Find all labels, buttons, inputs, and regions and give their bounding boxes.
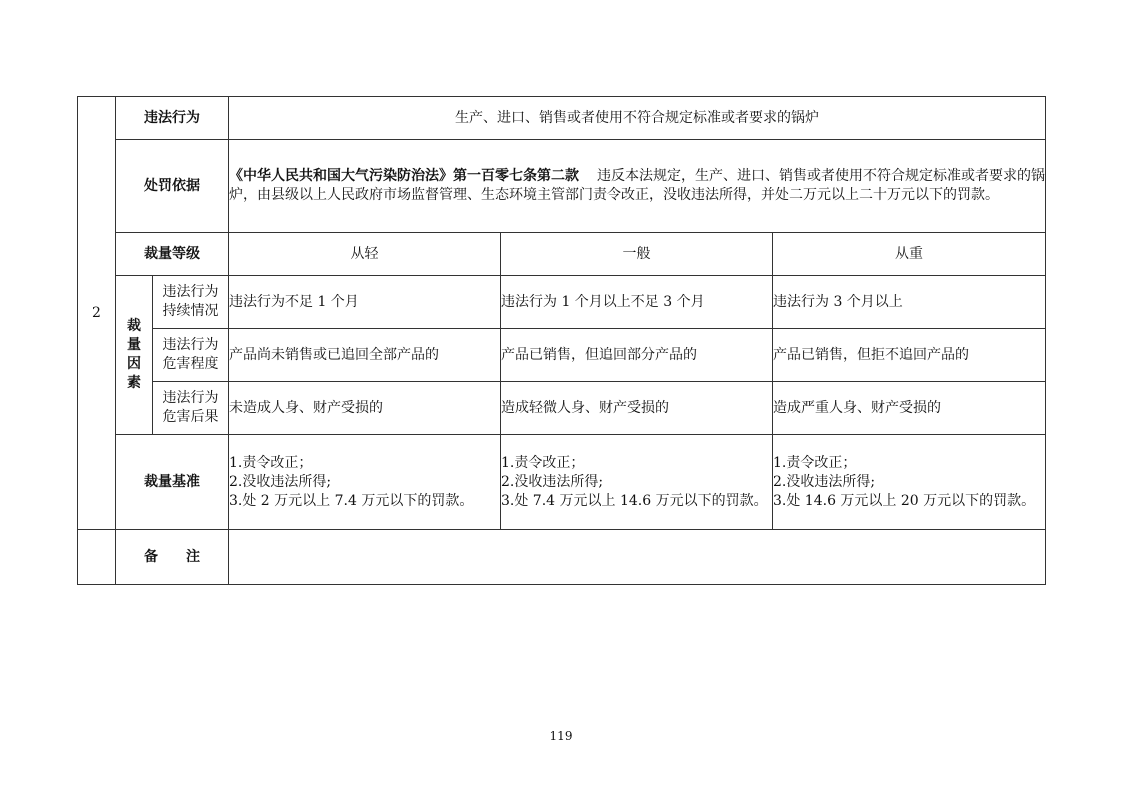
factor-duration-heavy: 违法行为 3 个月以上: [773, 276, 1046, 329]
standard-heavy: 1.责令改正； 2.没收违法所得; 3.处 14.6 万元以上 20 万元以下的罚款。: [773, 435, 1046, 530]
factor-name-consequence: 违法行为 危害后果: [153, 382, 229, 435]
violation-label: 违法行为: [116, 97, 229, 140]
basis-label: 处罚依据: [116, 140, 229, 233]
factor-consequence-heavy: 造成严重人身、财产受损的: [773, 382, 1046, 435]
standard-normal: 1.责令改正； 2.没收违法所得; 3.处 7.4 万元以上 14.6 万元以下的罚款。: [501, 435, 773, 530]
level-label: 裁量等级: [116, 233, 229, 276]
basis-law-title: 《中华人民共和国大气污染防治法》第一百零七条第二款: [229, 168, 579, 184]
standard-light: 1.责令改正； 2.没收违法所得; 3.处 2 万元以上 7.4 万元以下的罚款。: [229, 435, 501, 530]
basis-content: [229, 140, 1046, 233]
remarks-content: [229, 530, 1046, 585]
factor-consequence-light: 未造成人身、财产受损的: [229, 382, 501, 435]
penalty-discretion-table: [77, 96, 1046, 585]
remarks-label: 备 注: [116, 530, 229, 585]
standard-label: 裁量基准: [116, 435, 229, 530]
factor-harm-degree-light: 产品尚未销售或已追回全部产品的: [229, 329, 501, 382]
level-light: 从轻: [229, 233, 501, 276]
factor-name-duration: 违法行为 持续情况: [153, 276, 229, 329]
factor-harm-degree-normal: 产品已销售，但追回部分产品的: [501, 329, 773, 382]
factor-harm-degree-heavy: 产品已销售，但拒不追回产品的: [773, 329, 1046, 382]
level-normal: 一般: [501, 233, 773, 276]
violation-text: 生产、进口、销售或者使用不符合规定标准或者要求的锅炉: [229, 97, 1046, 140]
factors-label: 裁 量 因 素: [116, 276, 153, 435]
page-number: 119: [549, 729, 573, 743]
factor-consequence-normal: 造成轻微人身、财产受损的: [501, 382, 773, 435]
factor-duration-light: 违法行为不足 1 个月: [229, 276, 501, 329]
factor-name-harm-degree: 违法行为 危害程度: [153, 329, 229, 382]
row-number: 2: [78, 97, 116, 530]
factor-duration-normal: 违法行为 1 个月以上不足 3 个月: [501, 276, 773, 329]
level-heavy: 从重: [773, 233, 1046, 276]
basis-text: 违反本法规定，生产、进口、销售或者使用不符合规定标准或者要求的锅炉，由县级以上人民政府市场监督管理、生态环境主管部门责令改正，没收违法所得，并处二万元以上二十万元以下的罚款。: [229, 168, 1045, 203]
